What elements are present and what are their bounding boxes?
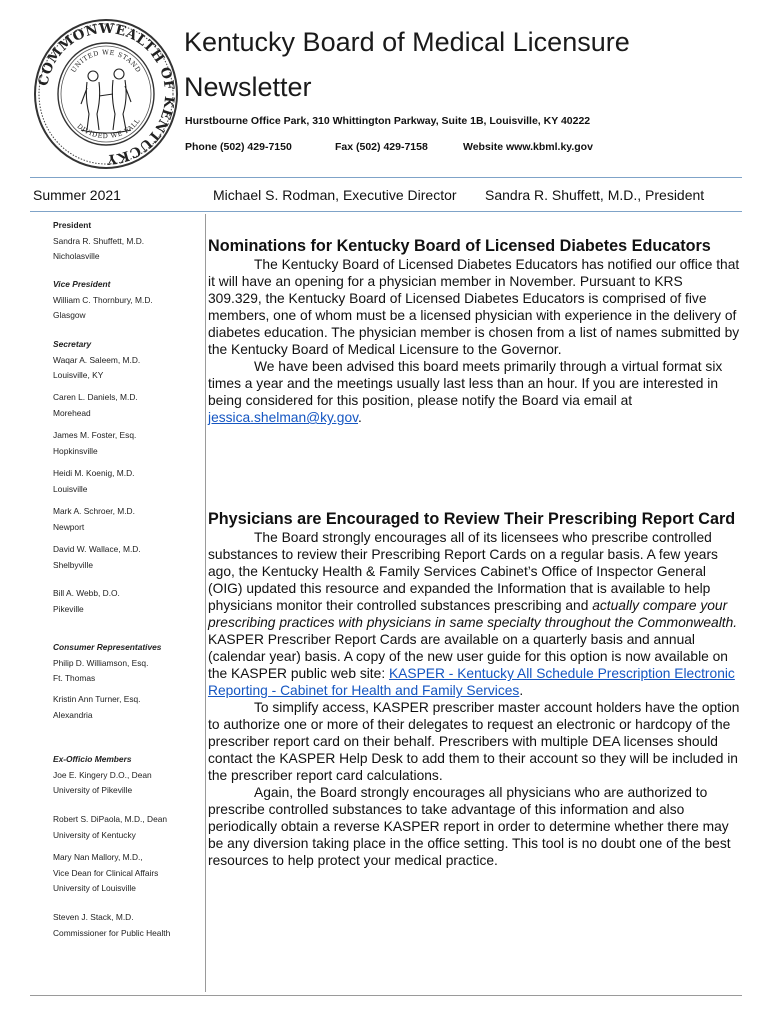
header-divider-top <box>30 177 742 178</box>
member-city: Alexandria <box>53 709 93 720</box>
header-divider-bottom <box>30 211 742 212</box>
member-organization: University of Pikeville <box>53 785 133 795</box>
sidebar-member <box>53 504 203 535</box>
article-paragraph <box>208 529 740 699</box>
member-city: Hopkinsville <box>53 445 98 456</box>
board-phone: Phone (502) 429-7150 <box>185 141 292 153</box>
member-organization: University of Kentucky <box>53 829 136 840</box>
member-city: Nicholasville <box>53 251 100 261</box>
sidebar-member <box>53 428 203 459</box>
member-name: Mary Nan Mallory, M.D., <box>53 852 143 862</box>
member-name: William C. Thornbury, M.D. <box>53 294 153 305</box>
sidebar-member <box>53 466 203 497</box>
board-website: Website www.kbml.ky.gov <box>463 141 593 153</box>
footer-divider <box>30 995 742 996</box>
issue-season: Summer 2021 <box>33 187 121 203</box>
member-city: Louisville, KY <box>53 370 104 380</box>
member-city: Shelbyville <box>53 559 94 570</box>
article-paragraph <box>208 358 740 426</box>
role-label: President <box>53 220 92 230</box>
article-paragraph: To simplify access, KASPER prescriber master account holders have the option to authorize one or more of their delegates to request an electronic or hardcopy of the prescriber report card on their behalf. Prescribers with multiple DEA licenses should contact the KASPER Help Desk to add them to their account so they will be included in the prescriber report card calculations. <box>208 700 740 783</box>
article-diabetes-educators <box>208 237 740 426</box>
sidebar-member <box>53 586 203 617</box>
kentucky-state-seal <box>33 18 179 170</box>
member-city: Pikeville <box>53 603 84 614</box>
paragraph-text: KASPER Prescriber Report Cards are available on a quarterly basis and annual (calendar year) basis. A copy of the new user guide for this option is now available on the KASPER public web site: <box>208 632 728 681</box>
member-role: Commissioner for Public Health <box>53 927 171 938</box>
member-name: Mark A. Schroer, M.D. <box>53 506 135 516</box>
member-name: Heidi M. Koenig, M.D. <box>53 468 135 478</box>
article-paragraph: The Kentucky Board of Licensed Diabetes Educators has notified our office that it will have an opening for a physician member in November. Pursuant to KRS 309.329, the Kentucky Board of Licensed Diabetes Educators is comprised of five members, one of whom must be a licensed physician with experience in the delivery of diabetes education. The physician member is chosen from a list of names submitted by the Kentucky Board of Medical Licensure to the Governor. <box>208 257 740 357</box>
board-address: Hurstbourne Office Park, 310 Whittington Parkway, Suite 1B, Louisville, KY 40222 <box>185 115 591 127</box>
member-city: Glasgow <box>53 310 86 320</box>
role-label: Consumer Representatives <box>53 642 162 652</box>
member-name: Caren L. Daniels, M.D. <box>53 392 138 402</box>
sidebar-ex-officio-members <box>53 752 203 799</box>
board-members-sidebar <box>53 218 201 998</box>
seal-figures-icon <box>81 69 131 133</box>
member-name: David W. Wallace, M.D. <box>53 544 141 554</box>
sidebar-member <box>53 850 203 897</box>
sidebar-vice-president <box>53 277 203 324</box>
sidebar-member <box>53 542 203 573</box>
sidebar-member <box>53 910 203 941</box>
executive-director: Michael S. Rodman, Executive Director <box>213 187 457 203</box>
sidebar-member <box>53 692 203 723</box>
article-heading: Nominations for Kentucky Board of Licensed Diabetes Educators <box>208 237 711 255</box>
member-name: Philip D. Williamson, Esq. <box>53 657 149 668</box>
article-prescribing-report-card <box>208 510 740 869</box>
email-link[interactable]: jessica.shelman@ky.gov <box>208 410 358 425</box>
paragraph-emphasis: actually compare your prescribing practices with physicians in same specialty throughout the Commonwealth. <box>208 598 738 630</box>
paragraph-text: We have been advised this board meets primarily through a virtual format six times a year and the meetings usually last less than an hour. If you are interested in being considered for this position, please notify the Board via email at <box>208 359 723 408</box>
kasper-link[interactable]: KASPER - Kentucky All Schedule Prescription Electronic Reporting - Cabinet for Health and Family Services <box>208 666 735 698</box>
member-name: Robert S. DiPaola, M.D., Dean <box>53 814 168 824</box>
newsletter-title-line2: Newsletter <box>184 72 312 102</box>
paragraph-text: The Board strongly encourages all of its licensees who prescribe controlled substances to review their Prescribing Report Cards on a regular basis. A few years ago, the Kentucky Health & Family Services Cabinet’s Office of Inspector General (OIG) updated this resource and expanded the Information that is available to help physicians monitor their controlled substances prescribing and <box>208 530 718 613</box>
article-heading: Physicians are Encouraged to Review Their Prescribing Report Card <box>208 510 736 528</box>
role-label: Secretary <box>53 339 92 349</box>
member-organization: University of Louisville <box>53 883 136 893</box>
member-name: Steven J. Stack, M.D. <box>53 912 134 922</box>
member-name: Bill A. Webb, D.O. <box>53 588 120 598</box>
seal-inner-bottom-text: DIVIDED WE FALL <box>75 116 142 141</box>
sidebar-member <box>53 812 203 843</box>
member-name: Kristin Ann Turner, Esq. <box>53 694 141 704</box>
svg-text:UNITED WE STAND <box>69 48 142 74</box>
sidebar-president <box>53 218 203 265</box>
newsletter-title-line1: Kentucky Board of Medical Licensure <box>184 27 630 57</box>
paragraph-text: . <box>519 683 524 698</box>
column-divider <box>205 214 206 992</box>
article-paragraph: Again, the Board strongly encourages all physicians who are authorized to prescribe controlled substances to take advantage of this information and also periodically obtain a reverse KASPER report in order to determine whether there may be any diversion taking place in the office setting. This tool is no doubt one of the best resources to help protect your medical practice. <box>208 785 731 868</box>
member-name: James M. Foster, Esq. <box>53 430 137 440</box>
member-name: Waqar A. Saleem, M.D. <box>53 354 141 365</box>
member-city: Morehead <box>53 407 91 418</box>
role-label: Vice President <box>53 279 111 289</box>
board-president: Sandra R. Shuffett, M.D., President <box>485 187 705 203</box>
role-label: Ex-Officio Members <box>53 754 132 764</box>
member-role: Vice Dean for Clinical Affairs <box>53 867 159 878</box>
member-city: Newport <box>53 521 85 532</box>
member-name: Joe E. Kingery D.O., Dean <box>53 769 152 780</box>
seal-outer-text: COMMONWEALTH OF KENTUCKY <box>35 20 178 168</box>
board-fax: Fax (502) 429-7158 <box>335 141 428 153</box>
member-city: Ft. Thomas <box>53 673 96 683</box>
sidebar-consumer-representatives <box>53 640 203 687</box>
paragraph-text: . <box>358 410 362 425</box>
sidebar-secretary <box>53 337 203 384</box>
seal-inner-top-text: UNITED WE STAND <box>69 48 143 75</box>
sidebar-member <box>53 390 203 421</box>
member-name: Sandra R. Shuffett, M.D. <box>53 235 145 246</box>
member-city: Louisville <box>53 483 88 494</box>
